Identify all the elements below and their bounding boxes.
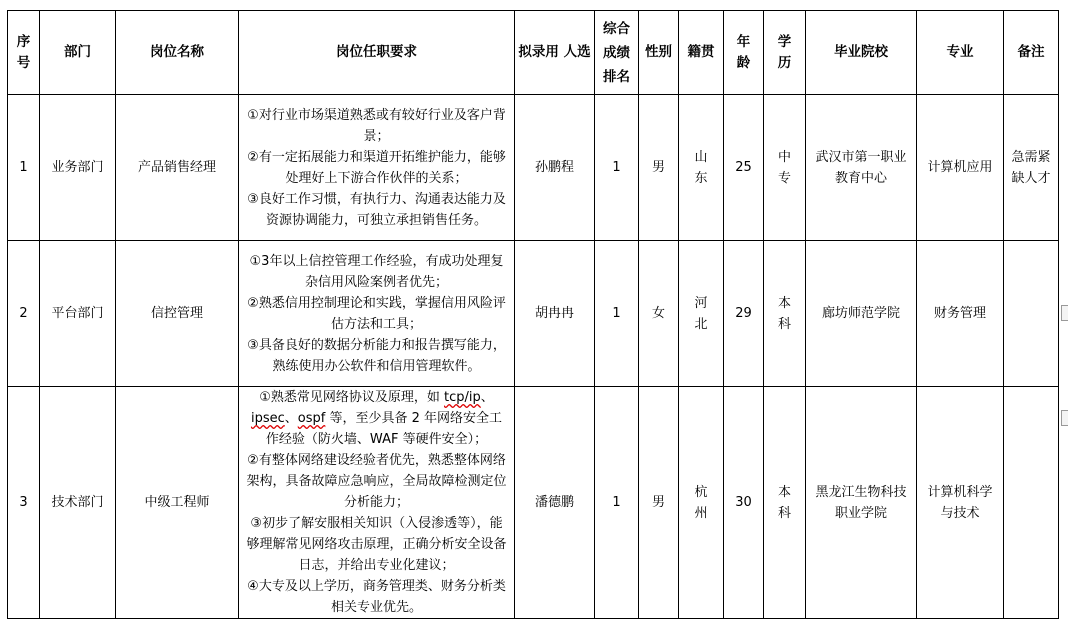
requirement-line: ②有一定拓展能力和渠道开拓维护能力，能够处理好上下游合作伙伴的关系； [247, 149, 506, 186]
cell-requirements[interactable] [239, 241, 515, 387]
header-age[interactable]: 年龄 [724, 11, 764, 95]
table-row [8, 241, 1059, 387]
header-candidate[interactable]: 拟录用 人选 [515, 11, 595, 95]
requirement-line: ②有整体网络建设经验者优先，熟悉整体网络架构，具备故障应急响应，全局故障检测定位分析能力； [246, 453, 507, 510]
cell-origin[interactable]: 山东 [679, 95, 724, 241]
cell-school[interactable]: 黑龙江生物科技职业学院 [806, 387, 917, 619]
row-resize-marker[interactable] [1061, 410, 1068, 426]
spellcheck-word: ipsec [250, 411, 285, 426]
cell-rank[interactable]: 1 [595, 241, 639, 387]
cell-age[interactable]: 25 [724, 95, 764, 241]
cell-school[interactable]: 武汉市第一职业教育中心 [806, 95, 917, 241]
cell-position[interactable]: 产品销售经理 [116, 95, 239, 241]
header-dept[interactable]: 部门 [40, 11, 116, 95]
header-requirements[interactable]: 岗位任职要求 [239, 11, 515, 95]
row-resize-marker[interactable] [1061, 305, 1068, 321]
cell-note[interactable]: 急需紧缺人才 [1004, 95, 1059, 241]
cell-candidate[interactable]: 孙鹏程 [515, 95, 595, 241]
spellcheck-word: ospf [297, 411, 326, 426]
cell-position[interactable]: 中级工程师 [116, 387, 239, 619]
spellcheck-word: tcp/ip [444, 390, 481, 405]
cell-requirements[interactable] [239, 95, 515, 241]
header-origin[interactable]: 籍贯 [679, 11, 724, 95]
cell-edu[interactable]: 本科 [764, 241, 806, 387]
header-row [8, 11, 1059, 95]
cell-age[interactable]: 29 [724, 241, 764, 387]
requirement-line: ①3年以上信控管理工作经验，有成功处理复杂信用风险案例者优先； [249, 253, 504, 290]
requirement-line: ②熟悉信用控制理论和实践，掌握信用风险评估方法和工具； [247, 295, 506, 332]
requirement-line: ①对行业市场渠道熟悉或有较好行业及客户背景； [247, 107, 506, 144]
requirement-line: ③良好工作习惯，有执行力、沟通表达能力及资源协调能力，可独立承担销售任务。 [247, 191, 506, 228]
header-position[interactable]: 岗位名称 [116, 11, 239, 95]
cell-edu[interactable]: 中专 [764, 95, 806, 241]
cell-major[interactable]: 财务管理 [917, 241, 1004, 387]
cell-candidate[interactable]: 潘德鹏 [515, 387, 595, 619]
header-note[interactable]: 备注 [1004, 11, 1059, 95]
cell-rank[interactable]: 1 [595, 387, 639, 619]
requirement-line: ④大专及以上学历，商务管理类、财务分析类相关专业优先。 [247, 579, 506, 615]
cell-gender[interactable]: 男 [639, 387, 679, 619]
header-no[interactable]: 序号 [8, 11, 40, 95]
cell-no[interactable]: 1 [8, 95, 40, 241]
cell-dept[interactable]: 业务部门 [40, 95, 116, 241]
cell-origin[interactable]: 杭州 [679, 387, 724, 619]
cell-school[interactable]: 廊坊师范学院 [806, 241, 917, 387]
header-edu[interactable]: 学历 [764, 11, 806, 95]
header-school[interactable]: 毕业院校 [806, 11, 917, 95]
cell-no[interactable]: 3 [8, 387, 40, 619]
personnel-table [7, 10, 1059, 619]
cell-rank[interactable]: 1 [595, 95, 639, 241]
table-row [8, 387, 1059, 619]
header-rank[interactable]: 综合成绩排名 [595, 11, 639, 95]
header-major[interactable]: 专业 [917, 11, 1004, 95]
cell-position[interactable]: 信控管理 [116, 241, 239, 387]
requirement-line: ①熟悉常见网络协议及原理，如 tcp/ip、ipsec、ospf 等，至少具备 2 年网络安全工作经验（防火墙、WAF 等硬件安全）； [250, 390, 503, 447]
cell-no[interactable]: 2 [8, 241, 40, 387]
cell-dept[interactable]: 平台部门 [40, 241, 116, 387]
requirement-line: ③具备良好的数据分析能力和报告撰写能力，熟练使用办公软件和信用管理软件。 [247, 337, 506, 374]
cell-note[interactable] [1004, 241, 1059, 387]
cell-age[interactable]: 30 [724, 387, 764, 619]
cell-requirements[interactable] [239, 387, 515, 619]
cell-gender[interactable]: 男 [639, 95, 679, 241]
cell-edu[interactable]: 本科 [764, 387, 806, 619]
cell-dept[interactable]: 技术部门 [40, 387, 116, 619]
header-gender[interactable]: 性别 [639, 11, 679, 95]
cell-note[interactable] [1004, 387, 1059, 619]
requirement-line: ③初步了解安服相关知识（入侵渗透等），能够理解常见网络攻击原理，正确分析安全设备日志，并给出专业化建议； [246, 516, 507, 573]
cell-major[interactable]: 计算机科学与技术 [917, 387, 1004, 619]
cell-candidate[interactable]: 胡冉冉 [515, 241, 595, 387]
cell-major[interactable]: 计算机应用 [917, 95, 1004, 241]
table-row [8, 95, 1059, 241]
cell-origin[interactable]: 河北 [679, 241, 724, 387]
cell-gender[interactable]: 女 [639, 241, 679, 387]
